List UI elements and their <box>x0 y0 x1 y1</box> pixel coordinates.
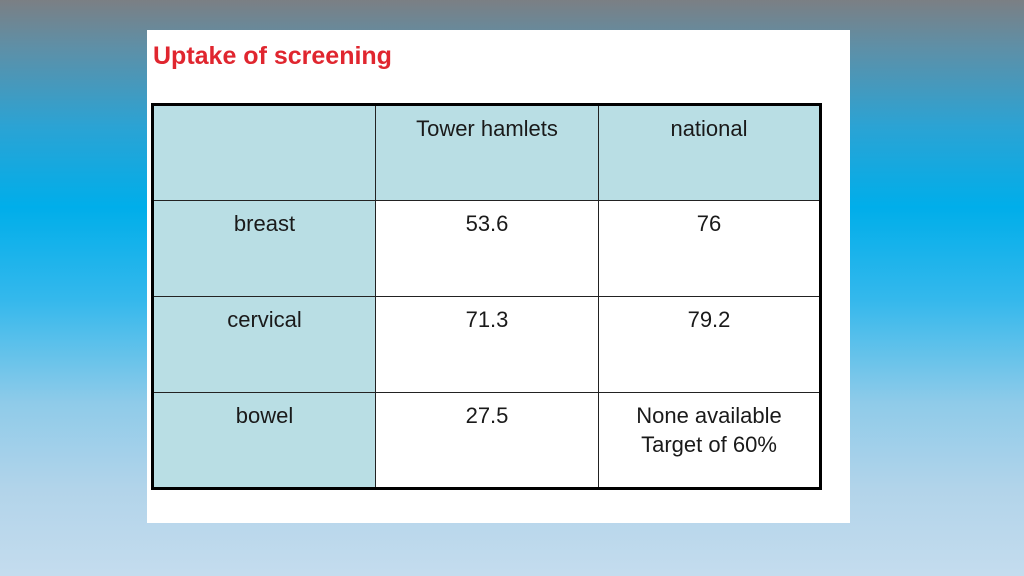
row-label-bowel: bowel <box>153 393 376 489</box>
slide-title: Uptake of screening <box>153 42 392 70</box>
cell-bowel-national-line2: Target of 60% <box>641 432 777 457</box>
table-row <box>153 297 821 393</box>
cell-breast-tower-hamlets: 53.6 <box>376 201 599 297</box>
slide-content <box>147 30 850 523</box>
table-row <box>153 201 821 297</box>
table-header-row <box>153 105 821 201</box>
row-label-cervical: cervical <box>153 297 376 393</box>
cell-bowel-national <box>599 393 821 489</box>
screening-table <box>151 103 822 490</box>
table-row <box>153 393 821 489</box>
cell-bowel-national-line1: None available <box>636 403 782 428</box>
header-cell-tower-hamlets: Tower hamlets <box>376 105 599 201</box>
cell-breast-national: 76 <box>599 201 821 297</box>
cell-cervical-national: 79.2 <box>599 297 821 393</box>
cell-bowel-tower-hamlets: 27.5 <box>376 393 599 489</box>
cell-cervical-tower-hamlets: 71.3 <box>376 297 599 393</box>
header-cell-empty <box>153 105 376 201</box>
header-cell-national: national <box>599 105 821 201</box>
row-label-breast: breast <box>153 201 376 297</box>
